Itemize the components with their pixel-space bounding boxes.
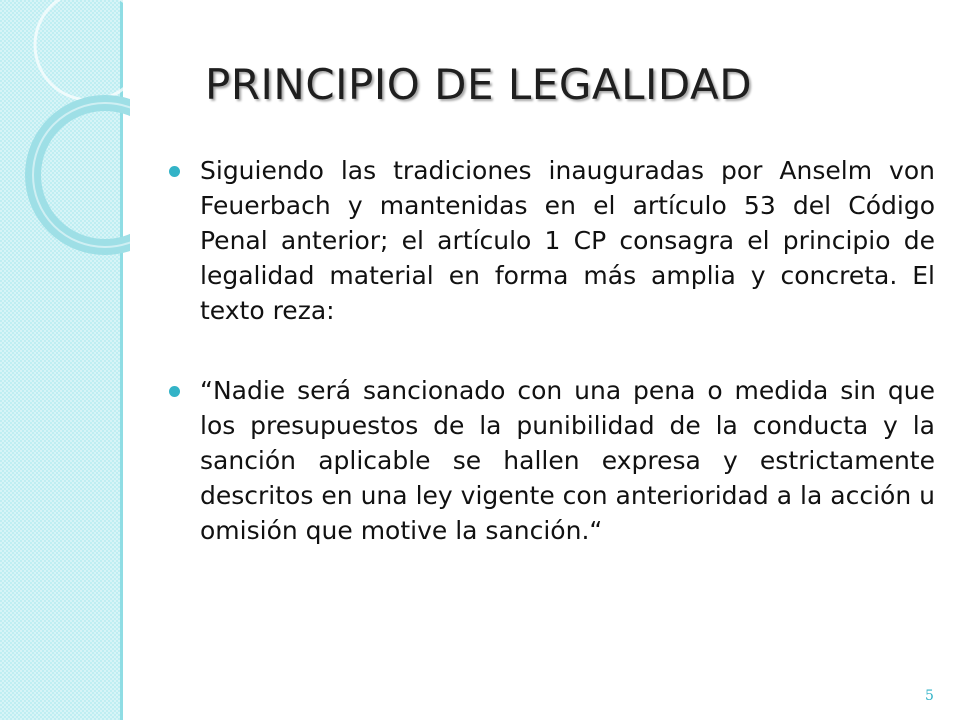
bullet-dot-icon — [169, 386, 180, 397]
slide-title: PRINCIPIO DE LEGALIDAD — [205, 60, 753, 109]
bullet-text: “Nadie será sancionado con una pena o medida sin que los presupuestos de la punibilidad de la conducta y la sanción aplicable se hallen expresa y estrictamente descritos en una ley vigente con anterioridad a la acción u omisión que motive la sanción.“ — [200, 376, 935, 545]
bullet-item — [165, 153, 935, 328]
bullet-item — [165, 373, 935, 548]
bullet-text: Siguiendo las tradiciones inauguradas por Anselm von Feuerbach y mantenidas en el artículo 53 del Código Penal anterior; el artículo 1 CP consagra el principio de legalidad material en forma más amplia y concreta. El texto reza: — [200, 156, 935, 325]
bullet-dot-icon — [169, 166, 180, 177]
decorative-circles — [0, 0, 130, 720]
bullet-list — [165, 153, 935, 593]
page-number: 5 — [925, 688, 934, 704]
